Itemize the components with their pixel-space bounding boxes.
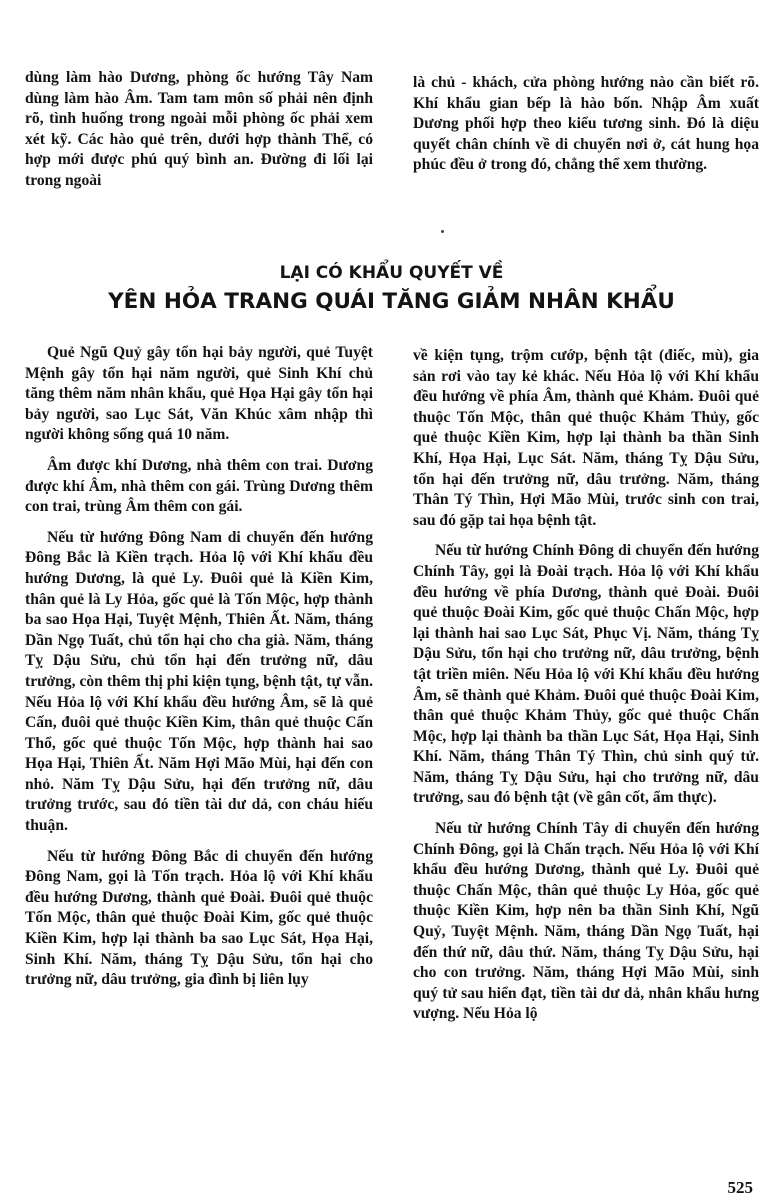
body-left-column bbox=[25, 343, 373, 1001]
top-left-column bbox=[25, 68, 373, 202]
heading-line-2: YÊN HỎA TRANG QUÁI TĂNG GIẢM NHÂN KHẨU bbox=[108, 289, 675, 314]
section-heading bbox=[0, 262, 783, 316]
paragraph: dùng làm hào Dương, phòng ốc hướng Tây Nam dùng làm hào Âm. Tam tam môn số phải nên định rõ, tình huống trong ngoài mỗi phòng ốc phải xem xét kỹ. Các hào quẻ trên, dưới hợp thành Thể, có hợp mới được phú quý bình an. Đường đi lối lại trong ngoài bbox=[25, 69, 373, 189]
heading-line-1: LẠI CÓ KHẨU QUYẾT VỀ bbox=[279, 263, 504, 283]
scan-speck bbox=[441, 230, 444, 233]
paragraph: Nếu từ hướng Chính Tây di chuyển đến hướng Chính Đông, gọi là Chấn trạch. Nếu Hỏa lộ với Khí khẩu đều hướng Dương, thành quẻ Ly. Đuôi quẻ thuộc Chấn Mộc, thân quẻ thuộc Ly Hỏa, gốc quẻ thuộc Kiền Kim, hợp nên ba thần Sinh Khí, Ngũ Quỷ, Tuyệt Mệnh. Năm, tháng Dần Ngọ Tuất, hại đến thứ nữ, dâu thứ. Năm, tháng Tỵ Dậu Sửu, hại cho con trưởng. Năm, tháng Hợi Mão Mùi, sinh quý tử sau hiển đạt, tiền tài dư dả, nhân khẩu hưng vượng. Nếu Hỏa lộ bbox=[413, 820, 759, 1023]
paragraph: Âm được khí Dương, nhà thêm con trai. Dương được khí Âm, nhà thêm con gái. Trùng Dương thêm con trai, trùng Âm thêm con gái. bbox=[25, 456, 373, 516]
paragraph: Nếu từ hướng Đông Bắc di chuyển đến hướng Đông Nam, gọi là Tốn trạch. Hỏa lộ với Khí khẩu đều hướng Dương, thành quẻ Đoài. Đuôi quẻ thuộc Tốn Mộc, thân quẻ thuộc Đoài Kim, gốc quẻ thuộc Kiền Kim, hợp lại thành ba sao Lục Sát, Họa Hại, Sinh Khí. Năm, tháng Tỵ Dậu Sửu, tổn hại cho trưởng nữ, dâu trưởng, gia đình bị liên lụy bbox=[25, 847, 373, 989]
page-number: 525 bbox=[727, 1178, 753, 1197]
paragraph: Nếu từ hướng Chính Đông di chuyển đến hướng Chính Tây, gọi là Đoài trạch. Hỏa lộ với Khí khẩu đều hướng về phía Dương, thành quẻ Đoài. Đuôi quẻ thuộc Đoài Kim, gốc quẻ thuộc Chấn Mộc, hợp lại thành hai sao Lục Sát, Phục Vị. Năm, tháng Tỵ Dậu Sửu, tổn hại cho trưởng nữ, dâu trưởng, bệnh tật triền miên. Nếu Hỏa lộ với Khí khẩu đều hướng Âm, sẽ thành quẻ Khảm. Đuôi quẻ thuộc Đoài Kim, thân quẻ thuộc Khảm Thủy, gốc quẻ thuộc Chấn Mộc, hợp lại thành ba thần Lục Sát, Họa Hại, Sinh Khí. Năm, tháng Thân Tý Thìn, chủ sinh quý tử. Năm, tháng Tỵ Dậu Sửu, hại cho trưởng nữ, dâu trưởng, sau đó bệnh tật (về gân cốt, ẩm thực). bbox=[413, 542, 759, 807]
top-right-column bbox=[413, 73, 759, 186]
paragraph: về kiện tụng, trộm cướp, bệnh tật (điếc, mù), gia sản rơi vào tay kẻ khác. Nếu Hỏa lộ với Khí khẩu đều hướng về phía Âm, thành quẻ Khảm. Đuôi quẻ thuộc Tốn Mộc, thân quẻ thuộc Khảm Thủy, gốc quẻ thuộc Kiền Kim, hợp lại thành ba thần Sinh Khí, Họa Hại, Lục Sát. Năm, tháng Tỵ Dậu Sửu, tổn hại đến trưởng nữ, dâu trưởng. Năm, tháng Thân Tý Thìn, Hợi Mão Mùi, trước sinh con trai, sau đó gặp tai họa bệnh tật. bbox=[413, 347, 759, 529]
paragraph: là chủ - khách, cửa phòng hướng nào cần biết rõ. Khí khẩu gian bếp là hào bốn. Nhập Âm xuất Dương phối hợp theo kiểu tương sinh. Đó là diệu quyết chân chính về di chuyển nơi ở, cát hung họa phúc đều ở trong đó, chẳng thể xem thường. bbox=[413, 74, 759, 174]
body-right-column bbox=[413, 346, 759, 1035]
paragraph: Quẻ Ngũ Quỷ gây tổn hại bảy người, quẻ Tuyệt Mệnh gây tổn hại năm người, quẻ Sinh Khí chủ tăng thêm năm nhân khẩu, quẻ Họa Hại gây tổn hại bảy người, sao Lục Sát, Văn Khúc xâm nhập thì người không sống quá 10 năm. bbox=[25, 344, 373, 444]
paragraph: Nếu từ hướng Đông Nam di chuyển đến hướng Đông Bắc là Kiền trạch. Hỏa lộ với Khí khẩu đều hướng Dương, là quẻ Ly. Đuôi quẻ là Kiền Kim, thân quẻ là Ly Hỏa, gốc quẻ là Tốn Mộc, hợp thành ba sao Họa Hại, Tuyệt Mệnh, Thiên Ất. Năm, tháng Dần Ngọ Tuất, chủ tổn hại cho cha già. Năm, tháng Tỵ Dậu Sửu, chủ tổn hại đến trưởng nữ, dâu trưởng, còn thêm thị phi kiện tụng, bệnh tật, tự vẫn. Nếu Hỏa lộ với Khí khẩu đều hướng Âm, sẽ là quẻ Cấn, đuôi quẻ thuộc Kiền Kim, thân quẻ thuộc Cấn Thổ, gốc quẻ thuộc Tốn Mộc, hợp thành hai sao Họa Hại, Thiên Ất. Năm Hợi Mão Mùi, hại đến con nhỏ. Năm Tỵ Dậu Sửu, hại đến trưởng nữ, dâu trưởng trước, sau đó tiền tài dư dả, con cháu hiếu thuận. bbox=[25, 528, 373, 835]
